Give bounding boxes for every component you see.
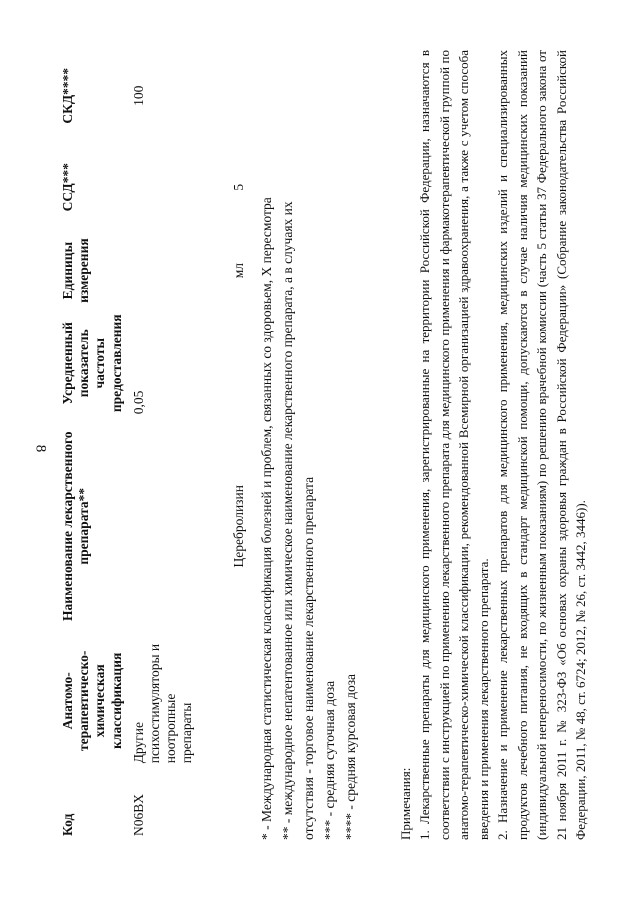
table-row [131,50,247,840]
legend-line: ** - международное непатентованное или химическое наименование лекарственного препарата, а в случаях их [279,201,295,840]
header-atc: Анатомо-терапевтическо-химическая классификация [60,650,124,752]
table-header-row [60,50,131,840]
footnote-legend [257,50,362,840]
drug-table [60,50,247,840]
notes-section [396,50,591,840]
legend-line: * - Международная статистическая классификация болезней и проблем, связанных со здоровьем, X пересмотра [258,197,274,840]
header-frequency: Усредненный показатель частоты предоставления [60,314,124,413]
header-drug-name: Наименование лекарственного препарата** [60,431,92,622]
cell-atc: Другие психостимуляторы и ноотропные препараты [130,643,195,764]
notes-paragraph: 1. Лекарственные препараты для медицинского применения, зарегистрированные на территории Российской Федерации, назначаются в соответствии с инструкцией по применению лекарственного препарата для медицинского применения и фармакотерапевтической группой по анатомо-терапевтическо-химической классификации, рекомендованной Всемирной организацией здравоохранения, а также с учетом способа введения и применения лекарственного препарата. [417,50,491,840]
page-content [60,50,591,840]
cell-skd: 100 [130,85,146,106]
cell-unit: мл [230,262,246,279]
legend-line: **** - средняя курсовая доза [342,673,358,840]
cell-frequency: 0,05 [130,390,146,415]
header-ssd: ССД*** [60,163,75,212]
header-unit: Единицы измерения [60,238,92,303]
legend-line: отсутствия - торговое наименование лекарственного препарата [300,476,316,840]
cell-drug-name: Церебролизин [230,485,246,568]
page-number: 8 [32,444,49,453]
notes-paragraph: 2. Назначение и применение лекарственных препаратов для медицинского применения, медицинских изделий и специализированных продуктов лечебного питания, не входящих в стандарт медицинской помощи, допускаются в случае наличия медицинских показаний (индивидуальной непереносимости, по жизненным показаниям) по решению врачебной комиссии (часть 5 статьи 37 Федерального закона от 21 ноября 2011 г. № 323-ФЗ «Об основах охраны здоровья граждан в Российской Федерации» (Собрание законодательства Российской Федерации, 2011, № 48, ст. 6724; 2012, № 26, ст. 3442, 3446)). [495,50,589,840]
legend-line: *** - средняя суточная доза [321,680,337,840]
notes-title: Примечания: [397,767,413,840]
cell-code: N06BX [130,793,146,836]
header-code: Код [60,813,75,836]
header-skd: СКД**** [60,67,75,124]
cell-ssd: 5 [230,183,246,191]
